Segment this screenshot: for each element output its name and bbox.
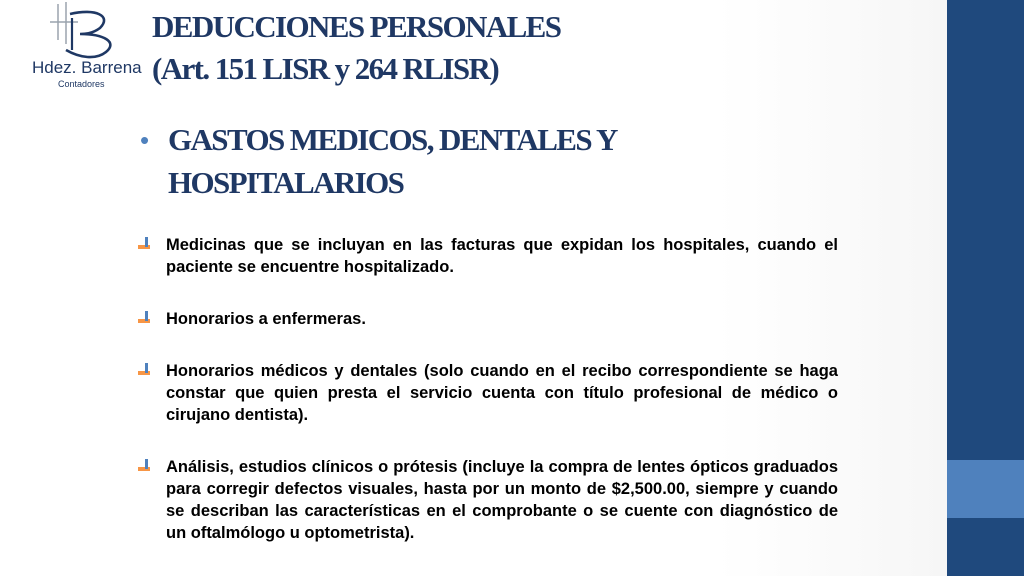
- title-line-1: DEDUCCIONES PERSONALES: [152, 9, 561, 44]
- slide-title: [152, 6, 560, 90]
- bullet-arrow-icon: [138, 459, 152, 473]
- logo-name: Hdez. Barrena: [32, 58, 142, 77]
- list-item: [138, 360, 838, 426]
- company-logo: [0, 0, 140, 100]
- title-line-2: (Art. 151 LISR y 264 RLISR): [152, 51, 499, 86]
- logo-tagline: Contadores: [58, 79, 105, 89]
- bullet-text: Análisis, estudios clínicos o prótesis (incluye la compra de lentes ópticos graduados para corregir defectos visuales, hasta por un monto de $2,500.00, siempre y cuando se describan las características en el comprobante o se cuente con diagnóstico de un oftalmólogo u optometrista).: [166, 458, 838, 542]
- list-item: [138, 456, 838, 544]
- list-item: [138, 308, 838, 330]
- list-item: [138, 234, 838, 278]
- sidebar-accent-block: [947, 460, 1024, 518]
- bullet-arrow-icon: [138, 363, 152, 377]
- bullet-list: [138, 234, 838, 574]
- bullet-text: Honorarios a enfermeras.: [166, 310, 366, 328]
- section-heading-text: GASTOS MEDICOS, DENTALES Y HOSPITALARIOS: [168, 122, 616, 200]
- bullet-arrow-icon: [138, 311, 152, 325]
- bullet-dot-icon: •: [140, 125, 150, 155]
- bullet-arrow-icon: [138, 237, 152, 251]
- bullet-text: Honorarios médicos y dentales (solo cuando en el recibo correspondiente se haga constar que quien presta el servicio cuenta con título profesional de médico o cirujano dentista).: [166, 362, 838, 424]
- bullet-text: Medicinas que se incluyan en las facturas que expidan los hospitales, cuando el paciente se encuentre hospitalizado.: [166, 236, 838, 276]
